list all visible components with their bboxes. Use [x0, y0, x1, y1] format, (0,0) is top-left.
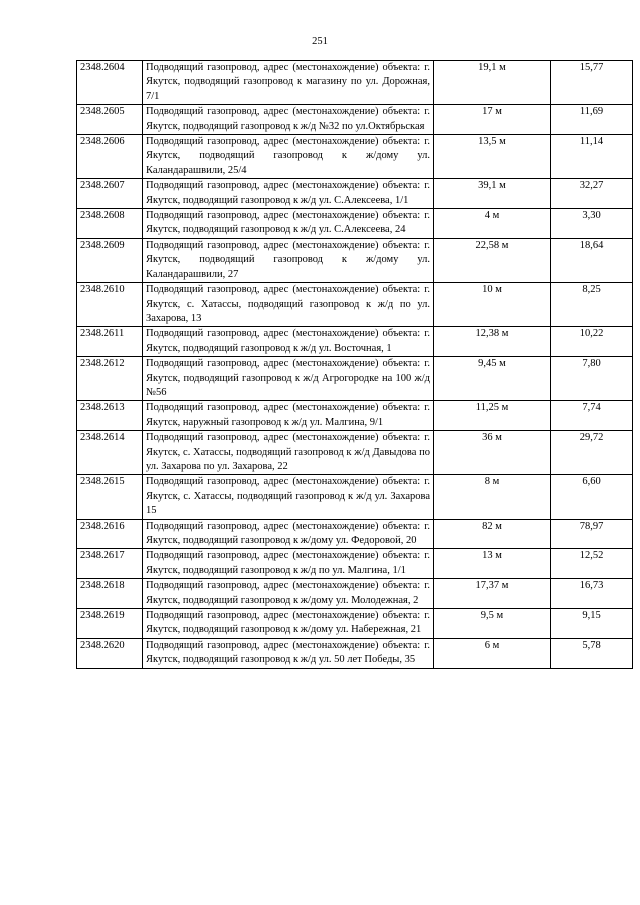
registry-number-cell: 2348.2604	[77, 61, 143, 105]
value-cell: 15,77	[551, 61, 633, 105]
object-description-cell: Подводящий газопровод, адрес (местонахождение) объекта: г. Якутск, с. Хатассы, подводящий газопровод к ж/д по ул. Захарова, 13	[143, 283, 434, 327]
object-description-cell: Подводящий газопровод, адрес (местонахождение) объекта: г. Якутск, наружный газопровод к ж/д ул. Малгина, 9/1	[143, 401, 434, 431]
registry-number-cell: 2348.2606	[77, 135, 143, 179]
object-description-cell: Подводящий газопровод, адрес (местонахождение) объекта: г. Якутск, подводящий газопровод к ж/д №32 по ул.Октябрьская	[143, 105, 434, 135]
registry-number-cell: 2348.2615	[77, 475, 143, 519]
registry-number-cell: 2348.2619	[77, 609, 143, 639]
value-cell: 11,69	[551, 105, 633, 135]
object-description-cell: Подводящий газопровод, адрес (местонахождение) объекта: г. Якутск, подводящий газопровод к ж/д ул. С.Алексеева, 1/1	[143, 179, 434, 209]
table-row	[77, 105, 633, 135]
table-row	[77, 519, 633, 549]
registry-number-cell: 2348.2608	[77, 209, 143, 239]
registry-number-cell: 2348.2611	[77, 327, 143, 357]
value-cell: 3,30	[551, 209, 633, 239]
object-description-cell: Подводящий газопровод, адрес (местонахождение) объекта: г. Якутск, с. Хатассы, подводящий газопровод к ж/д ул. Захарова 15	[143, 475, 434, 519]
table-row	[77, 609, 633, 639]
table-row	[77, 61, 633, 105]
registry-number-cell: 2348.2617	[77, 549, 143, 579]
registry-number-cell: 2348.2612	[77, 357, 143, 401]
table-row	[77, 327, 633, 357]
pipeline-length-cell: 36 м	[434, 431, 551, 475]
value-cell: 7,74	[551, 401, 633, 431]
value-cell: 9,15	[551, 609, 633, 639]
table-row	[77, 401, 633, 431]
pipeline-length-cell: 11,25 м	[434, 401, 551, 431]
value-cell: 29,72	[551, 431, 633, 475]
pipeline-length-cell: 4 м	[434, 209, 551, 239]
registry-table	[76, 60, 633, 669]
registry-number-cell: 2348.2607	[77, 179, 143, 209]
value-cell: 11,14	[551, 135, 633, 179]
registry-table-body	[77, 61, 633, 669]
table-row	[77, 283, 633, 327]
table-row	[77, 638, 633, 668]
pipeline-length-cell: 13 м	[434, 549, 551, 579]
page-number: 251	[312, 36, 328, 47]
registry-number-cell: 2348.2620	[77, 638, 143, 668]
table-row	[77, 357, 633, 401]
registry-number-cell: 2348.2613	[77, 401, 143, 431]
value-cell: 32,27	[551, 179, 633, 209]
table-row	[77, 475, 633, 519]
registry-number-cell: 2348.2618	[77, 579, 143, 609]
pipeline-length-cell: 8 м	[434, 475, 551, 519]
pipeline-length-cell: 12,38 м	[434, 327, 551, 357]
table-row	[77, 238, 633, 282]
value-cell: 12,52	[551, 549, 633, 579]
object-description-cell: Подводящий газопровод, адрес (местонахождение) объекта: г. Якутск, подводящий газопровод к ж/дому ул. Набережная, 21	[143, 609, 434, 639]
value-cell: 16,73	[551, 579, 633, 609]
object-description-cell: Подводящий газопровод, адрес (местонахождение) объекта: г. Якутск, подводящий газопровод к магазину по ул. Дорожная, 7/1	[143, 61, 434, 105]
object-description-cell: Подводящий газопровод, адрес (местонахождение) объекта: г. Якутск, подводящий газопровод к ж/дому ул. Каландарашвили, 25/4	[143, 135, 434, 179]
object-description-cell: Подводящий газопровод, адрес (местонахождение) объекта: г. Якутск, подводящий газопровод к ж/д ул. Восточная, 1	[143, 327, 434, 357]
value-cell: 18,64	[551, 238, 633, 282]
object-description-cell: Подводящий газопровод, адрес (местонахождение) объекта: г. Якутск, подводящий газопровод к ж/д по ул. Малгина, 1/1	[143, 549, 434, 579]
value-cell: 78,97	[551, 519, 633, 549]
table-row	[77, 431, 633, 475]
table-row	[77, 549, 633, 579]
pipeline-length-cell: 10 м	[434, 283, 551, 327]
pipeline-length-cell: 17,37 м	[434, 579, 551, 609]
registry-number-cell: 2348.2609	[77, 238, 143, 282]
value-cell: 8,25	[551, 283, 633, 327]
object-description-cell: Подводящий газопровод, адрес (местонахождение) объекта: г. Якутск, подводящий газопровод к ж/дому ул. Молодежная, 2	[143, 579, 434, 609]
value-cell: 10,22	[551, 327, 633, 357]
pipeline-length-cell: 22,58 м	[434, 238, 551, 282]
registry-number-cell: 2348.2616	[77, 519, 143, 549]
object-description-cell: Подводящий газопровод, адрес (местонахождение) объекта: г. Якутск, подводящий газопровод к ж/д ул. С.Алексеева, 24	[143, 209, 434, 239]
value-cell: 5,78	[551, 638, 633, 668]
object-description-cell: Подводящий газопровод, адрес (местонахождение) объекта: г. Якутск, подводящий газопровод к ж/дому ул. Каландарашвили, 27	[143, 238, 434, 282]
registry-number-cell: 2348.2610	[77, 283, 143, 327]
object-description-cell: Подводящий газопровод, адрес (местонахождение) объекта: г. Якутск, подводящий газопровод к ж/д Агрогородке на 100 ж/д №56	[143, 357, 434, 401]
table-row	[77, 209, 633, 239]
value-cell: 7,80	[551, 357, 633, 401]
pipeline-length-cell: 19,1 м	[434, 61, 551, 105]
pipeline-length-cell: 9,5 м	[434, 609, 551, 639]
table-row	[77, 135, 633, 179]
pipeline-length-cell: 9,45 м	[434, 357, 551, 401]
object-description-cell: Подводящий газопровод, адрес (местонахождение) объекта: г. Якутск, с. Хатассы, подводящий газопровод к ж/д Давыдова по ул. Захарова по ул. Захарова, 22	[143, 431, 434, 475]
registry-number-cell: 2348.2605	[77, 105, 143, 135]
value-cell: 6,60	[551, 475, 633, 519]
table-row	[77, 579, 633, 609]
pipeline-length-cell: 6 м	[434, 638, 551, 668]
table-row	[77, 179, 633, 209]
pipeline-length-cell: 82 м	[434, 519, 551, 549]
registry-number-cell: 2348.2614	[77, 431, 143, 475]
object-description-cell: Подводящий газопровод, адрес (местонахождение) объекта: г. Якутск, подводящий газопровод к ж/д ул. 50 лет Победы, 35	[143, 638, 434, 668]
pipeline-length-cell: 13,5 м	[434, 135, 551, 179]
pipeline-length-cell: 17 м	[434, 105, 551, 135]
object-description-cell: Подводящий газопровод, адрес (местонахождение) объекта: г. Якутск, подводящий газопровод к ж/дому ул. Федоровой, 20	[143, 519, 434, 549]
pipeline-length-cell: 39,1 м	[434, 179, 551, 209]
